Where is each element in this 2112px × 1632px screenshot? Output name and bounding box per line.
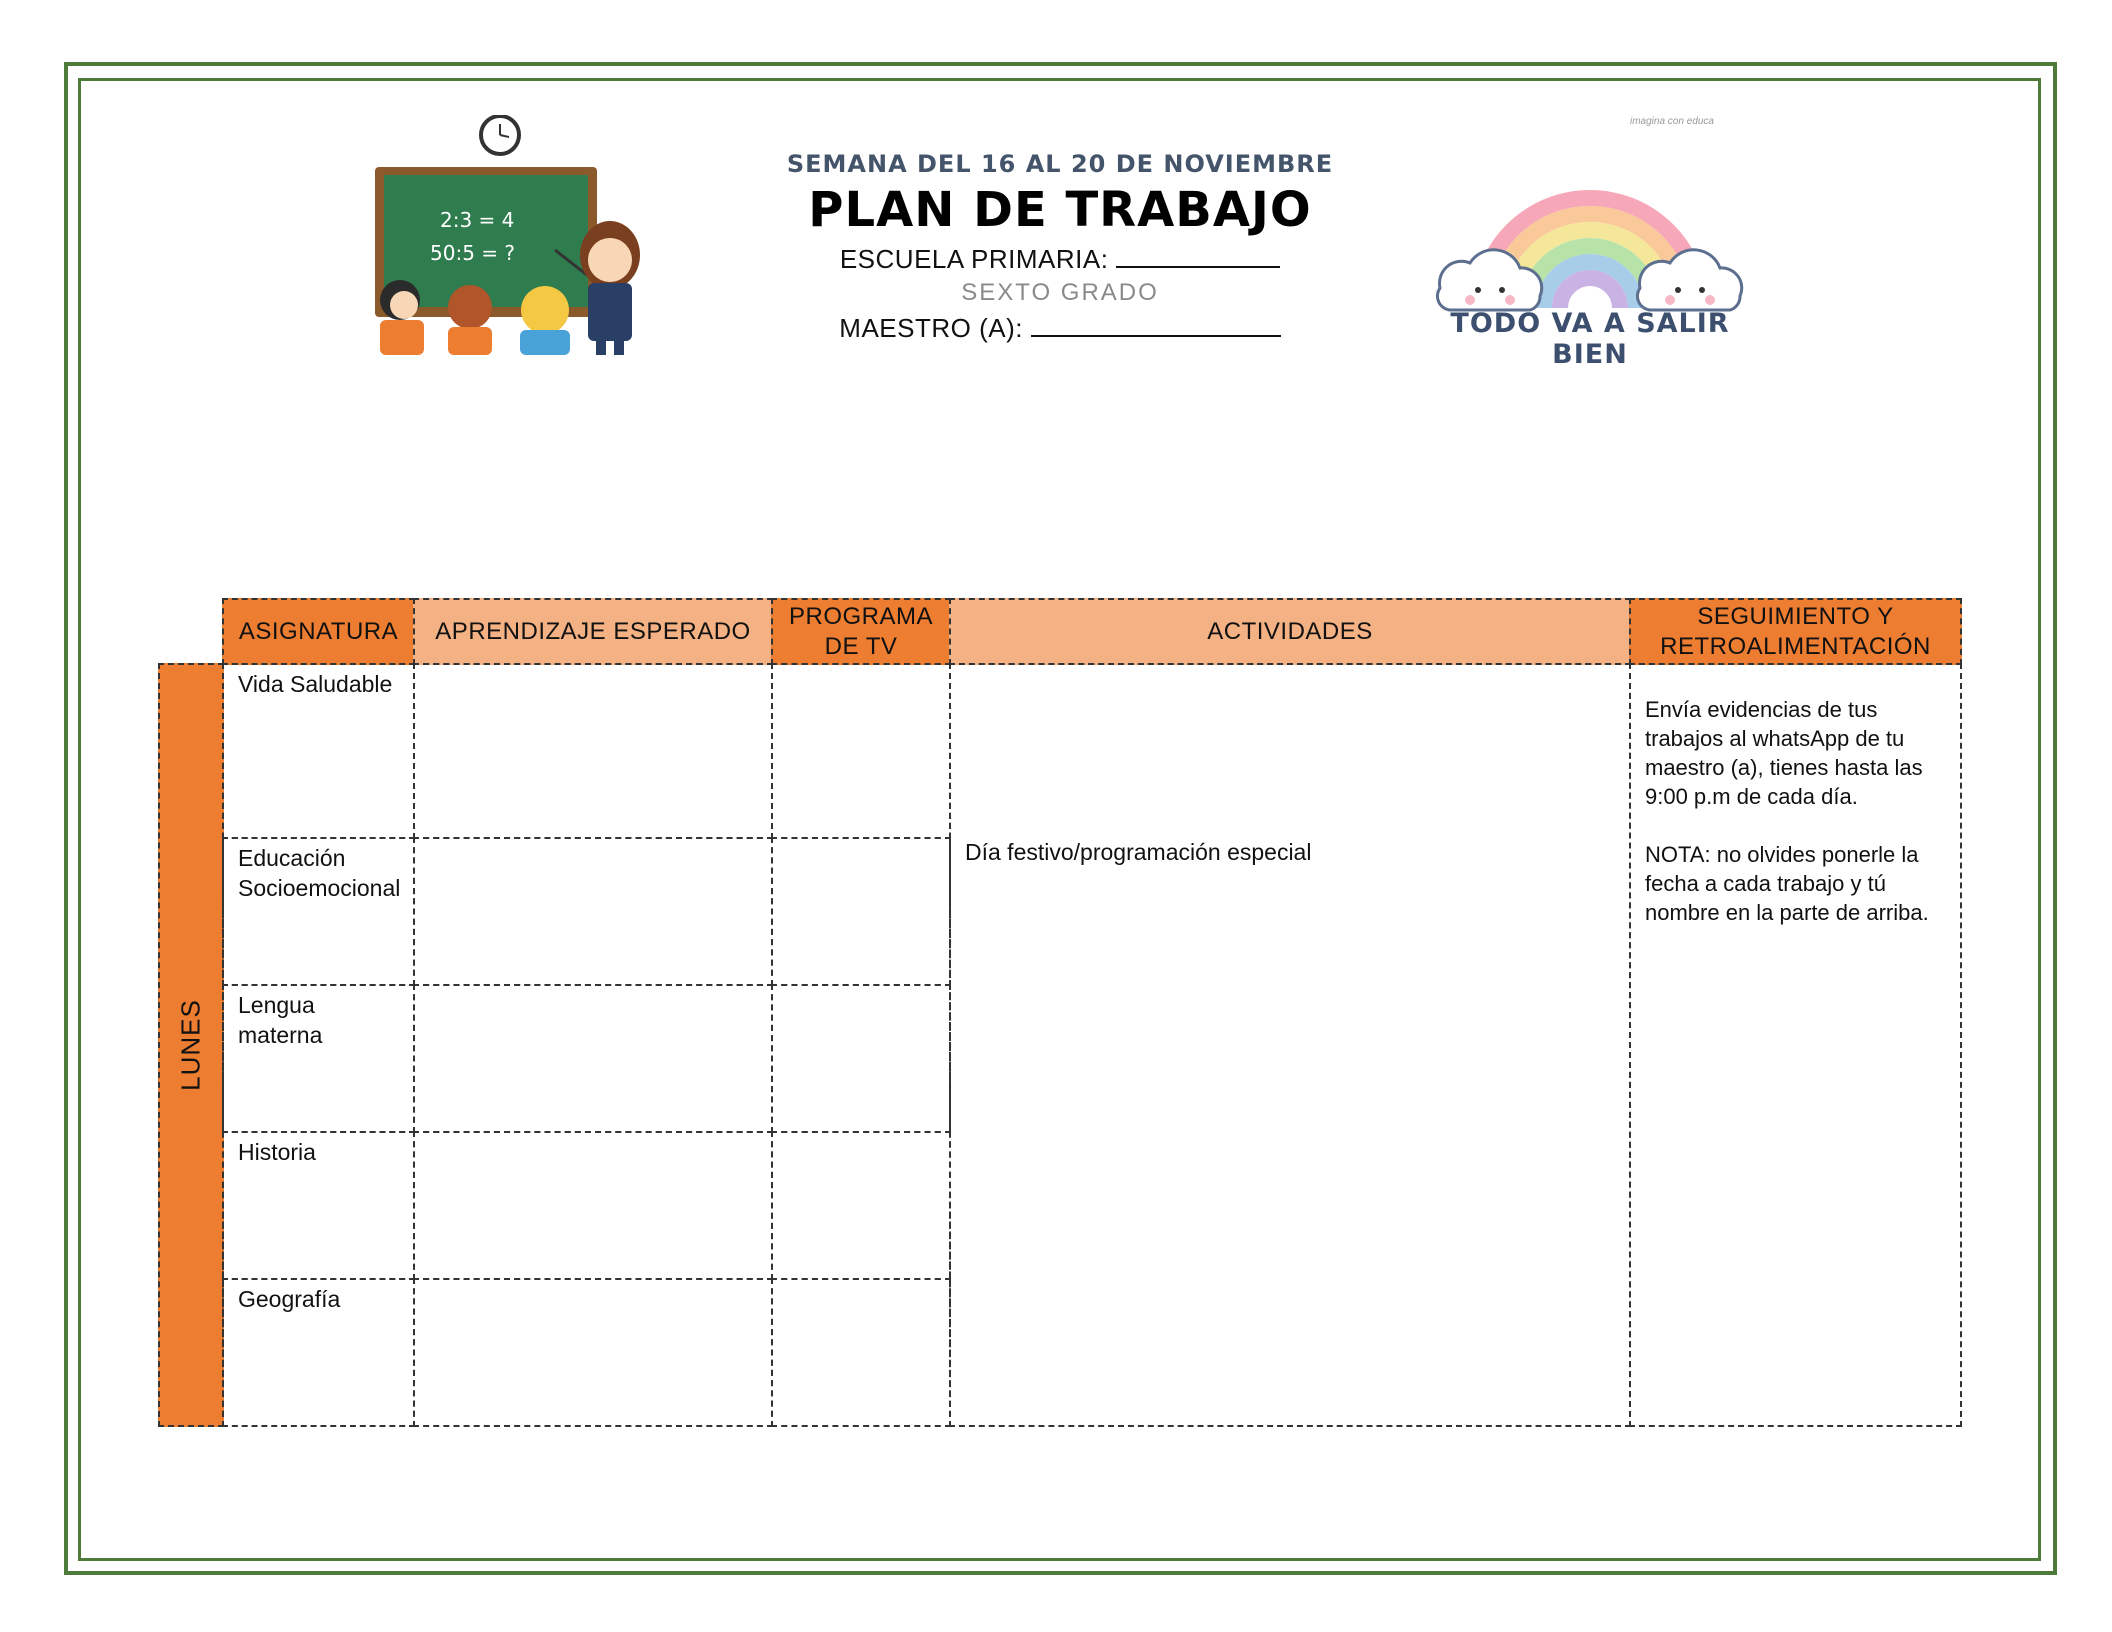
learning-cell[interactable] — [413, 1278, 773, 1427]
school-field — [700, 244, 1420, 275]
activities-text: Día festivo/programación especial — [965, 839, 1312, 865]
tv-cell[interactable] — [771, 1278, 951, 1427]
header-subject: ASIGNATURA — [222, 598, 415, 665]
subject-cell: Historia — [222, 1131, 415, 1280]
week-range: SEMANA DEL 16 AL 20 DE NOVIEMBRE — [786, 150, 1334, 178]
header — [700, 150, 1420, 344]
grade-label: SEXTO GRADO — [961, 279, 1159, 306]
logo-signature: imagina con educa — [1630, 116, 1714, 127]
subject-cell: Educación Socioemocional — [222, 837, 415, 986]
school-blank — [1116, 246, 1280, 268]
header-learning: APRENDIZAJE ESPERADO — [413, 598, 773, 665]
tv-cell[interactable] — [771, 984, 951, 1133]
classroom-illustration — [360, 115, 660, 355]
activities-cell[interactable] — [949, 663, 1631, 1427]
logo-text: TODO VA A SALIR BIEN — [1450, 308, 1730, 370]
subject-cell: Lengua materna — [222, 984, 415, 1133]
header-tv: PROGRAMA DE TV — [771, 598, 951, 665]
subject-cell: Vida Saludable — [222, 663, 415, 839]
learning-cell[interactable] — [413, 984, 773, 1133]
teacher-field — [700, 313, 1420, 344]
page-title: PLAN DE TRABAJO — [808, 182, 1312, 238]
tv-cell[interactable] — [771, 663, 951, 839]
learning-cell[interactable] — [413, 837, 773, 986]
followup-instructions: Envía evidencias de tus trabajos al whatsApp de tu maestro (a), tienes hasta las 9:00 p.m de cada día. — [1645, 697, 1923, 809]
followup-cell[interactable] — [1629, 663, 1962, 1427]
school-label: ESCUELA PRIMARIA: — [839, 244, 1109, 274]
teacher-label: MAESTRO (A): — [839, 313, 1023, 343]
day-cell — [158, 663, 224, 1427]
header-followup: SEGUIMIENTO Y RETROALIMENTACIÓN — [1629, 598, 1962, 665]
day-label: LUNES — [175, 999, 206, 1091]
teacher-blank — [1031, 315, 1281, 337]
tv-cell[interactable] — [771, 837, 951, 986]
header-activities: ACTIVIDADES — [949, 598, 1631, 665]
learning-cell[interactable] — [413, 1131, 773, 1280]
board-line-2: 50:5 = ? — [430, 241, 515, 265]
board-line-1: 2:3 = 4 — [440, 208, 515, 232]
tv-cell[interactable] — [771, 1131, 951, 1280]
subject-cell: Geografía — [222, 1278, 415, 1427]
followup-note: NOTA: no olvides ponerle la fecha a cada trabajo y tú nombre en la parte de arriba. — [1645, 842, 1929, 925]
learning-cell[interactable] — [413, 663, 773, 839]
